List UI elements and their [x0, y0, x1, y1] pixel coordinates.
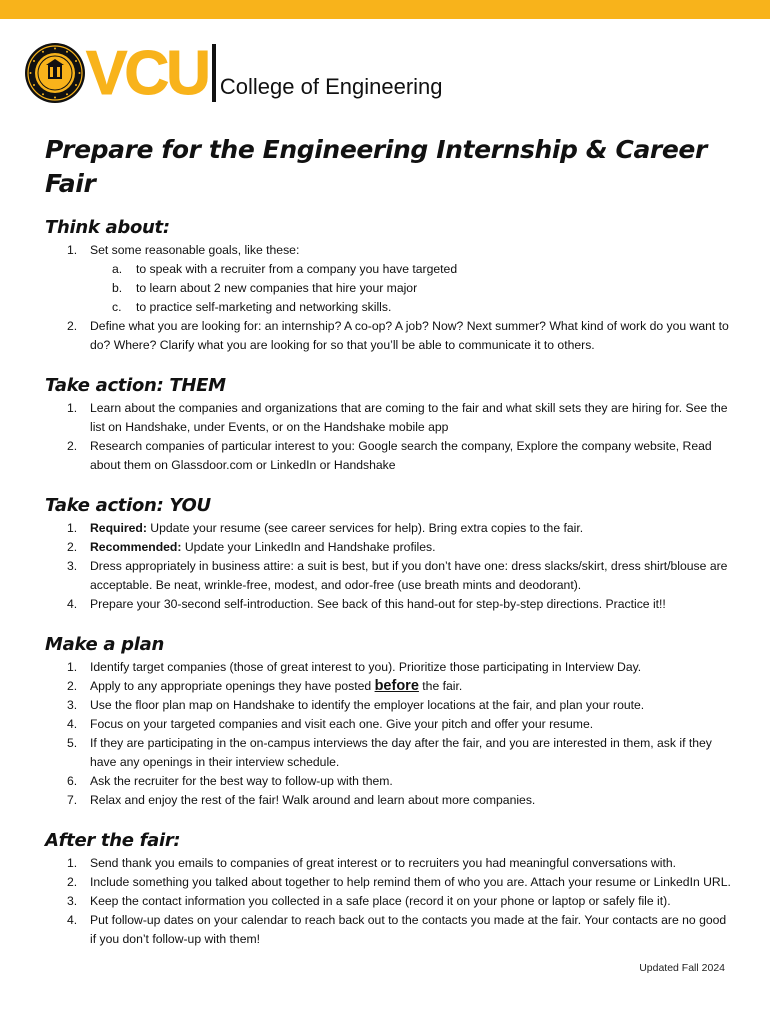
them-list: [45, 399, 735, 475]
section-heading: Take action: YOU: [45, 495, 211, 516]
section-heading: Make a plan: [45, 634, 164, 655]
section-after-the-fair: [45, 828, 735, 949]
list-item: 3. Dress appropriately in business attire: a suit is best, but if you don’t have one: dress slacks/skirt, dress shirt/blouse are acceptable. Be neat, wrinkle-free, modest, and odor-free (use breath mints and deodorant).: [67, 559, 728, 592]
section-heading: Think about:: [45, 217, 170, 238]
plan-list: [45, 658, 735, 810]
list-item: 2. Recommended: Update your LinkedIn and Handshake profiles.: [67, 540, 436, 554]
after-list: [45, 854, 735, 949]
list-item: 4. Focus on your targeted companies and visit each one. Give your pitch and offer your resume.: [67, 717, 594, 731]
sub-list-item: a. to speak with a recruiter from a company you have targeted: [112, 262, 458, 276]
list-item: 6. Ask the recruiter for the best way to follow-up with them.: [67, 774, 393, 788]
footer-updated-date: Updated Fall 2024: [639, 962, 725, 974]
list-item: 3. Keep the contact information you collected in a safe place (record it on your phone or laptop or safely file it).: [67, 894, 671, 908]
think-list-continued: [45, 317, 735, 355]
list-item: 3. Use the floor plan map on Handshake to identify the employer locations at the fair, and plan your route.: [67, 698, 645, 712]
vcu-logo-letters: VCU: [86, 39, 208, 108]
sub-list-item: b. to learn about 2 new companies that hire your major: [112, 281, 418, 295]
list-item: 1. Identify target companies (those of great interest to you). Prioritize those participating in Interview Day.: [67, 660, 642, 674]
section-heading: Take action: THEM: [45, 375, 226, 396]
list-item: 2. Include something you talked about together to help remind them of who you are. Attach your resume or LinkedIn URL.: [67, 875, 731, 889]
list-item: 1. Learn about the companies and organizations that are coming to the fair and what skill sets they are hiring for. See the list on Handshake, under Events, or on the Handshake mobile app: [67, 401, 728, 434]
think-list: [45, 241, 735, 260]
section-take-action-you: [45, 493, 735, 614]
recommended-label: Recommended:: [90, 540, 182, 554]
list-item: 2. Apply to any appropriate openings they have posted before the fair.: [67, 678, 463, 694]
list-item: 1. Required: Update your resume (see career services for help). Bring extra copies to the fair.: [67, 521, 584, 535]
logo-divider: [212, 44, 216, 102]
section-make-a-plan: [45, 632, 735, 810]
top-accent-bar: [0, 0, 770, 19]
you-list: [45, 519, 735, 614]
goals-sublist: [45, 260, 735, 317]
document-body: [45, 133, 735, 949]
list-item: 5. If they are participating in the on-campus interviews the day after the fair, and you are interested in them, ask if they have any openings in their interview schedule.: [67, 736, 712, 769]
list-item: 1. Send thank you emails to companies of great interest or to recruiters you had meaningful conversations with.: [67, 856, 676, 870]
vcu-seal-icon: [24, 42, 86, 104]
list-item: 4. Prepare your 30-second self-introduction. See back of this hand-out for step-by-step directions. Practice it!!: [67, 597, 666, 611]
section-think-about: [45, 215, 735, 355]
before-emphasis: before: [374, 678, 419, 694]
vcu-wordmark: [86, 39, 443, 108]
page-title: Prepare for the Engineering Internship & Career Fair: [45, 135, 707, 198]
list-item: 4. Put follow-up dates on your calendar to reach back out to the contacts you made at the fair. Your contacts are no good if you don’t follow-up with them!: [67, 913, 727, 946]
sub-list-item: c. to practice self-marketing and networking skills.: [112, 300, 392, 314]
list-item: 1. Set some reasonable goals, like these:: [67, 243, 300, 257]
list-item: 7. Relax and enjoy the rest of the fair! Walk around and learn about more companies.: [67, 793, 536, 807]
section-heading: After the fair:: [45, 830, 181, 851]
header-logo: [24, 38, 443, 108]
section-take-action-them: [45, 373, 735, 475]
list-item: 2. Research companies of particular interest to you: Google search the company, Explore the company website, Read about them on Glassdoor.com or LinkedIn or Handshake: [67, 439, 712, 472]
list-item: 2. Define what you are looking for: an internship? A co-op? A job? Now? Next summer? What kind of work do you want to do? Where? Clarify what you are looking for so that you’ll be able to communicate it to others.: [67, 319, 729, 352]
college-name: College of Engineering: [219, 74, 443, 99]
required-label: Required:: [90, 521, 147, 535]
